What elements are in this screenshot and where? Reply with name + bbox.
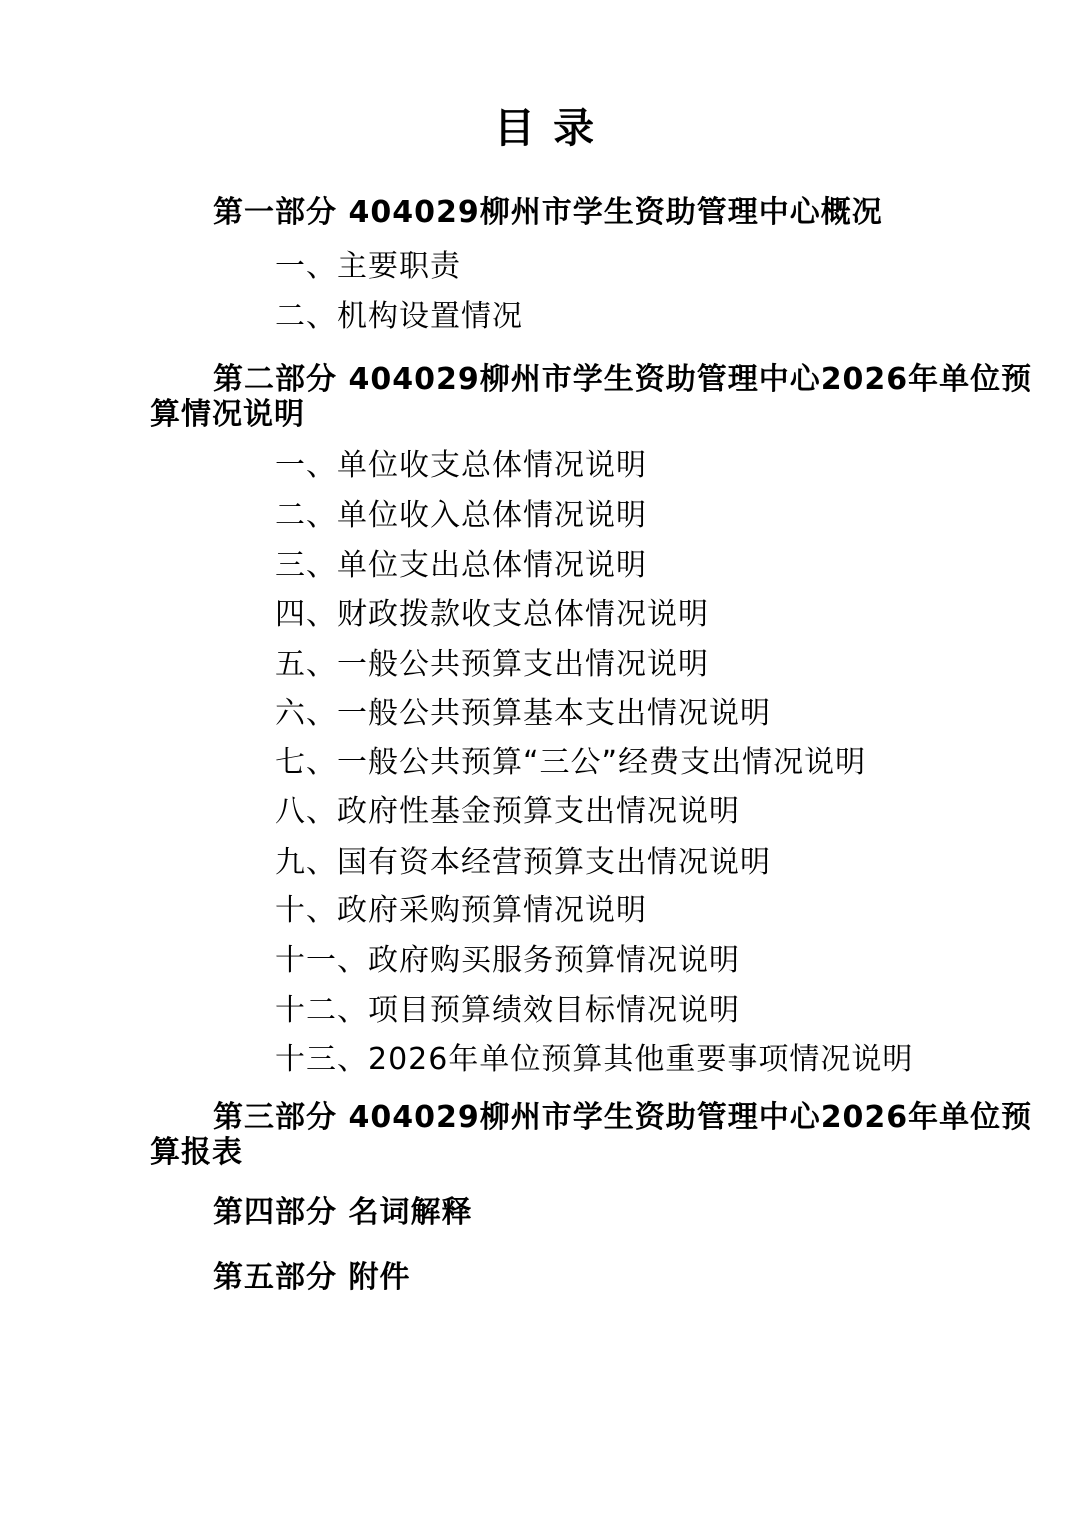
toc-part2-item-2: 二、单位收入总体情况说明 [275, 498, 647, 533]
toc-part2-heading-line2: 算情况说明 [150, 397, 305, 432]
toc-part1-heading [150, 195, 1072, 230]
toc-part2-item-11: 十一、政府购买服务预算情况说明 [275, 943, 740, 978]
toc-part2-item-6: 六、一般公共预算基本支出情况说明 [275, 696, 771, 731]
toc-part3-heading-line1: 第三部分 404029柳州市学生资助管理中心2026年单位预 [213, 1100, 1033, 1135]
toc-part3-heading-line2: 算报表 [150, 1135, 243, 1170]
toc-title: 目 录 [493, 104, 597, 152]
toc-part2-item-13: 十三、2026年单位预算其他重要事项情况说明 [275, 1042, 914, 1077]
toc-part2-item-3: 三、单位支出总体情况说明 [275, 548, 647, 583]
toc-part1-item-1: 一、主要职责 [275, 249, 461, 284]
toc-part2-item-7: 七、一般公共预算“三公”经费支出情况说明 [275, 745, 867, 780]
toc-part5-heading-line: 第五部分 附件 [213, 1260, 411, 1295]
toc-part4-heading-line: 第四部分 名词解释 [213, 1195, 473, 1230]
toc-part2-item-9: 九、国有资本经营预算支出情况说明 [275, 845, 771, 880]
toc-part2-item-12: 十二、项目预算绩效目标情况说明 [275, 993, 740, 1028]
toc-part2-item-5: 五、一般公共预算支出情况说明 [275, 647, 709, 682]
toc-part2-heading [150, 362, 1072, 432]
toc-part2-item-4: 四、财政拨款收支总体情况说明 [275, 597, 709, 632]
toc-part2-item-10: 十、政府采购预算情况说明 [275, 893, 647, 928]
toc-part2-heading-line1: 第二部分 404029柳州市学生资助管理中心2026年单位预 [213, 362, 1033, 397]
toc-part5-heading [150, 1260, 1072, 1295]
toc-part3-heading [150, 1100, 1072, 1170]
toc-part1-heading-line: 第一部分 404029柳州市学生资助管理中心概况 [213, 195, 883, 230]
toc-part1-item-2: 二、机构设置情况 [275, 299, 523, 334]
toc-part2-item-8: 八、政府性基金预算支出情况说明 [275, 794, 740, 829]
toc-part2-item-1: 一、单位收支总体情况说明 [275, 448, 647, 483]
toc-part4-heading [150, 1195, 1072, 1230]
